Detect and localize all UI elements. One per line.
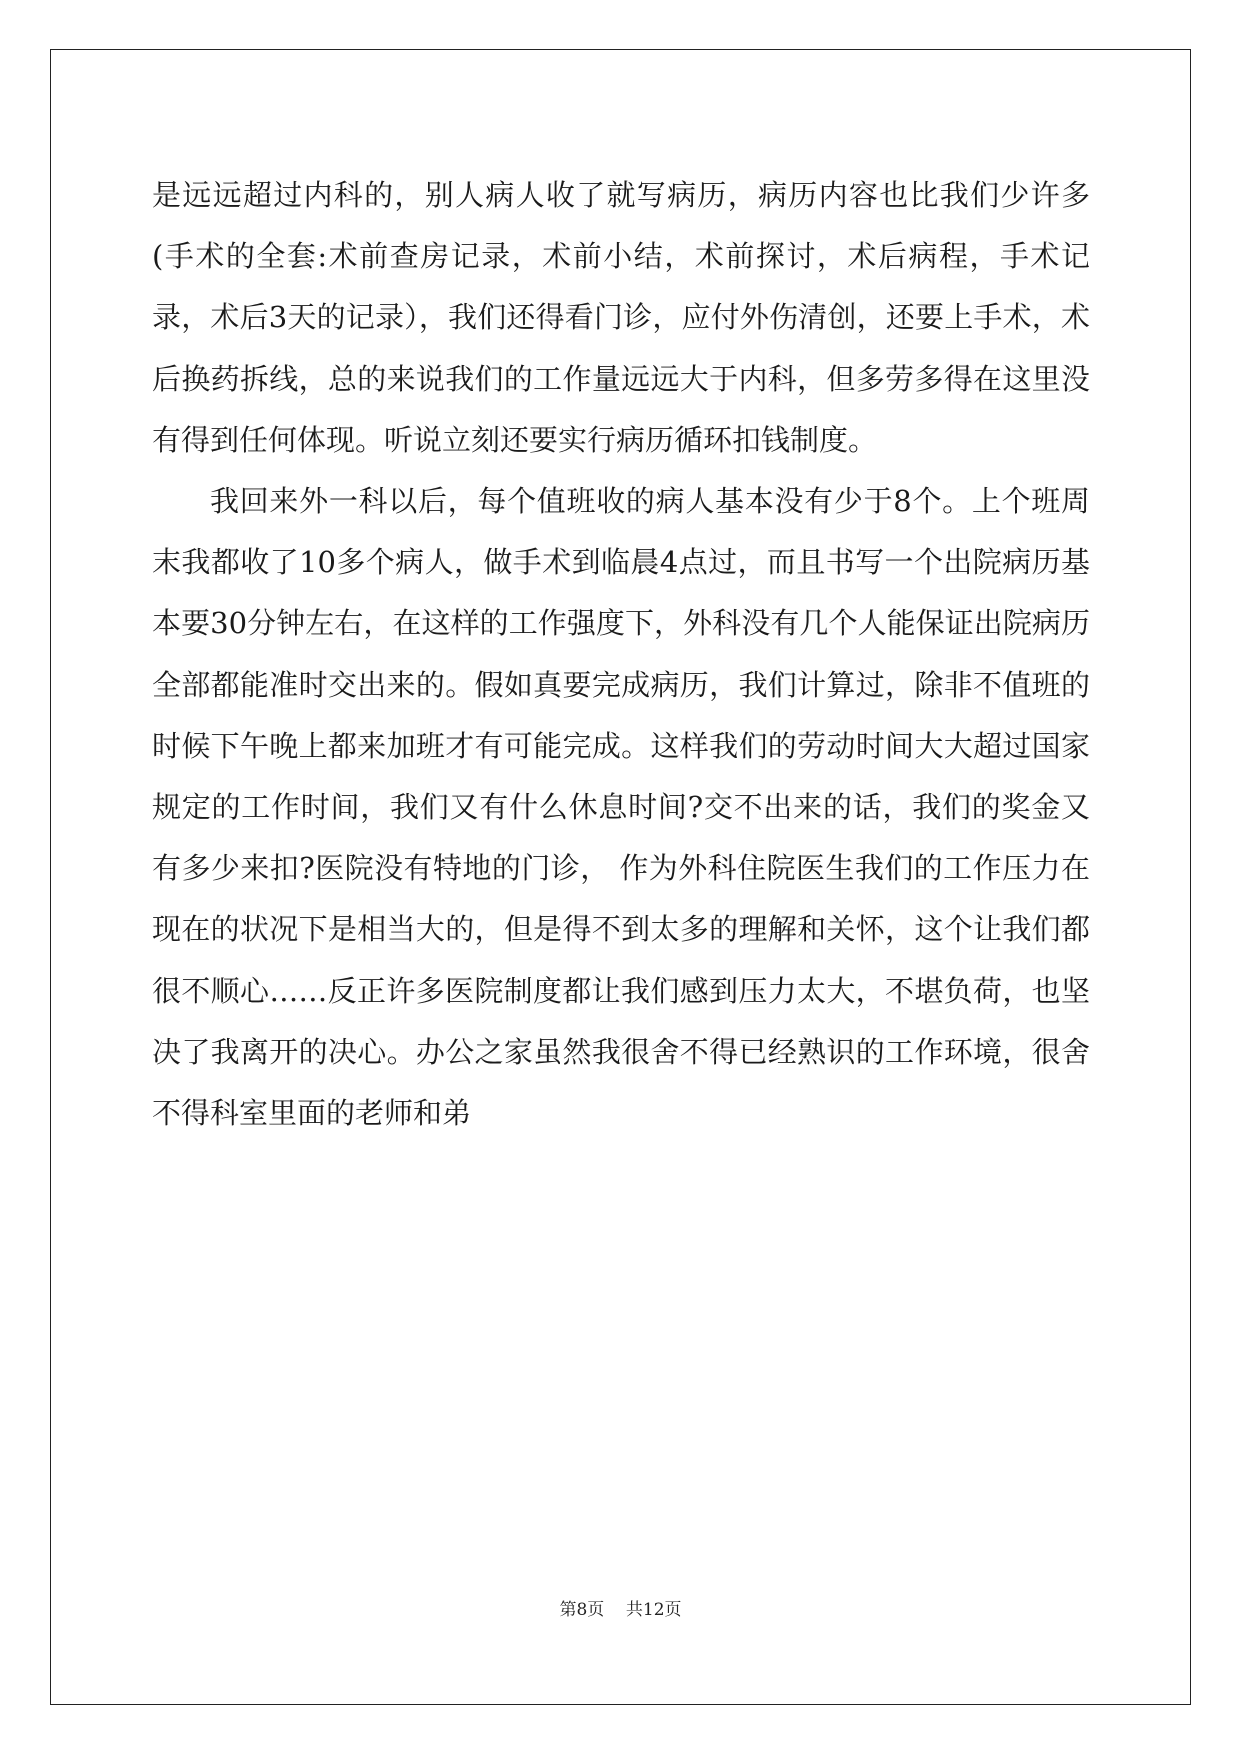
page-footer	[0, 1595, 1241, 1620]
paragraph: 我回来外一科以后，每个值班收的病人基本没有少于8个。上个班周末我都收了10多个病人，做手术到临晨4点过，而且书写一个出院病历基本要30分钟左右，在这样的工作强度下，外科没有几个人能保证出院病历全部都能准时交出来的。假如真要完成病历，我们计算过，除非不值班的时候下午晚上都来加班才有可能完成。这样我们的劳动时间大大超过国家规定的工作时间，我们又有什么休息时间?交不出来的话，我们的奖金又有多少来扣?医院没有特地的门诊， 作为外科住院医生我们的工作压力在现在的状况下是相当大的，但是得不到太多的理解和关怀，这个让我们都很不顺心……反正许多医院制度都让我们感到压力太大，不堪负荷，也坚决了我离开的决心。办公之家虽然我很舍不得已经熟识的工作环境，很舍不得科室里面的老师和弟	[152, 484, 1090, 1131]
page-number: 第8页	[559, 1600, 605, 1620]
page-total: 共12页	[625, 1600, 682, 1620]
paragraph-continuation: 是远远超过内科的，别人病人收了就写病历，病历内容也比我们少许多(手术的全套:术前查房记录，术前小结，术前探讨，术后病程，手术记录，术后3天的记录），我们还得看门诊，应付外伤清创，还要上手术，术后换药拆线，总的来说我们的工作量远远大于内科，但多劳多得在这里没有得到任何体现。听说立刻还要实行病历循环扣钱制度。	[152, 178, 1090, 457]
document-body	[152, 165, 1090, 1144]
